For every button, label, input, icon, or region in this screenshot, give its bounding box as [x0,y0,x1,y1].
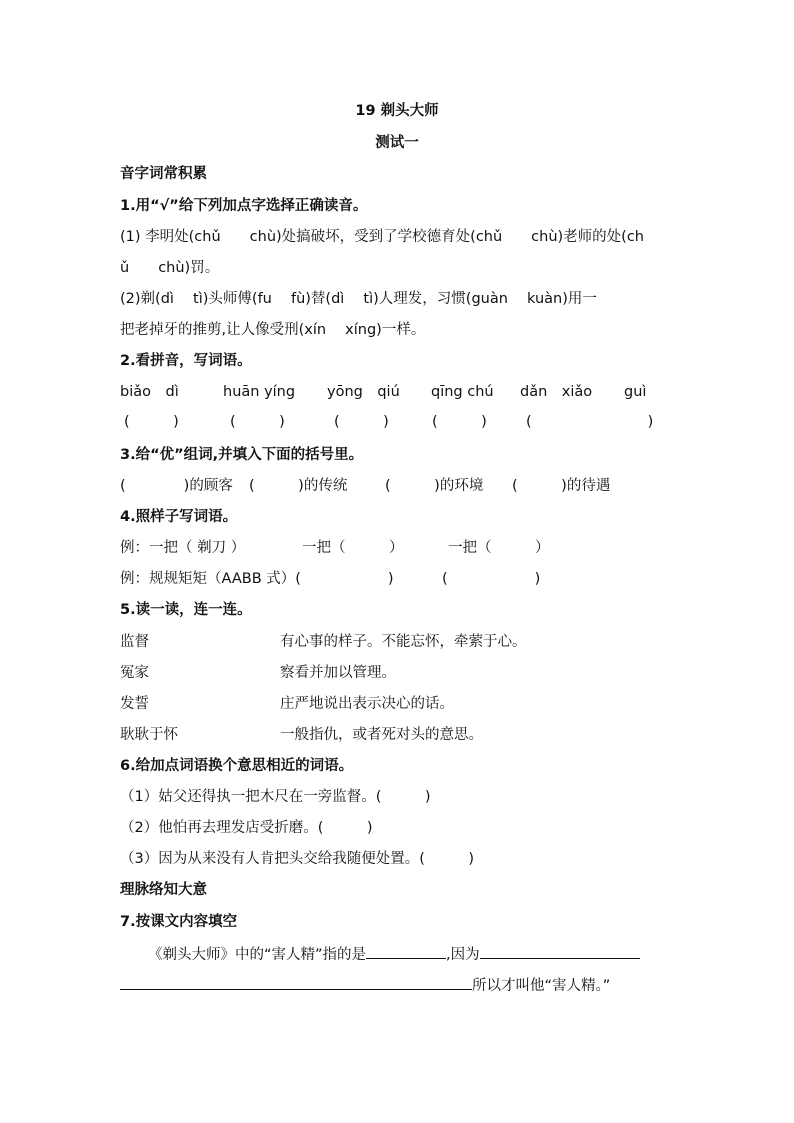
section-heading: 理脉络知大意 [120,882,207,898]
sentence-part: ,因为 [446,947,480,963]
match-word[interactable]: 耿耿于怀 [120,727,178,743]
pinyin-item: yōng qiú [327,384,400,400]
fill-item[interactable]: ( ) [442,571,541,587]
fill-item[interactable]: ( )的顾客 [120,478,233,494]
question-heading: 3.给“优”组词,并填入下面的括号里。 [120,447,364,463]
pinyin-item: guì [624,384,647,400]
question-line: 把老掉牙的推剪,让人像受刑(xín xíng)一样。 [120,322,426,338]
answer-blank[interactable]: ( ) [124,414,179,430]
fill-item[interactable]: 一把（ ） [448,540,550,556]
match-definition[interactable]: 有心事的样子。不能忘怀，牵萦于心。 [280,634,527,650]
question-line: ǔ chù)罚。 [120,260,220,276]
page-subtitle: 测试一 [375,135,419,151]
question-line: (1) 李明处(chǔ chù)处搞破坏，受到了学校德育处(chǔ chù)老师的处(ch [120,229,645,245]
answer-blank[interactable]: ( ) [230,414,285,430]
match-word[interactable]: 监督 [120,634,149,650]
answer-blank[interactable]: ( ) [526,414,654,430]
fill-item[interactable]: ( )的传统 [249,478,348,494]
question-line[interactable]: （1）姑父还得执一把木尺在一旁监督。( ) [120,789,431,805]
question-heading: 6.给加点词语换个意思相近的词语。 [120,758,354,774]
question-line [120,975,610,996]
question-line: (2)剃(dì tì)头师傅(fu fù)替(dì tì)人理发，习惯(guàn kuàn)用一 [120,291,597,307]
pinyin-item: qīng chú [431,384,494,400]
example-line: 例：一把（ 剃刀 ） [120,540,246,556]
match-definition[interactable]: 庄严地说出表示决心的话。 [280,696,454,712]
answer-blank[interactable]: ( ) [432,414,487,430]
question-line[interactable]: （3）因为从来没有人肯把头交给我随便处置。( ) [120,851,475,867]
pinyin-item: dǎn xiǎo [520,384,593,400]
pinyin-item: biǎo dì [120,384,179,400]
example-line[interactable]: 例：规规矩矩（AABB 式）( ) [120,571,394,587]
fill-item[interactable]: 一把（ ） [302,540,404,556]
match-definition[interactable]: 察看并加以管理。 [280,665,396,681]
answer-underline[interactable] [480,944,640,959]
match-word[interactable]: 发誓 [120,696,149,712]
answer-underline[interactable] [120,975,472,990]
question-heading: 5.读一读，连一连。 [120,602,252,618]
match-definition[interactable]: 一般指仇，或者死对头的意思。 [280,727,483,743]
question-heading: 2.看拼音，写词语。 [120,353,252,369]
question-line[interactable]: （2）他怕再去理发店受折磨。( ) [120,820,373,836]
answer-blank[interactable]: ( ) [334,414,389,430]
answer-underline[interactable] [366,944,446,959]
page-title: 19 剃头大师 [355,103,439,119]
question-line [148,944,640,965]
question-heading: 7.按课文内容填空 [120,914,238,930]
sentence-part: 所以才叫他“害人精。” [472,978,611,994]
match-word[interactable]: 冤家 [120,665,149,681]
question-heading: 4.照样子写词语。 [120,509,238,525]
sentence-part: 《剃头大师》中的“害人精”指的是 [148,947,367,963]
pinyin-item: huān yíng [223,384,296,400]
section-heading: 音字词常积累 [120,166,207,182]
question-heading: 1.用“√”给下列加点字选择正确读音。 [120,198,368,214]
fill-item[interactable]: ( )的环境 [385,478,484,494]
fill-item[interactable]: ( )的待遇 [512,478,611,494]
